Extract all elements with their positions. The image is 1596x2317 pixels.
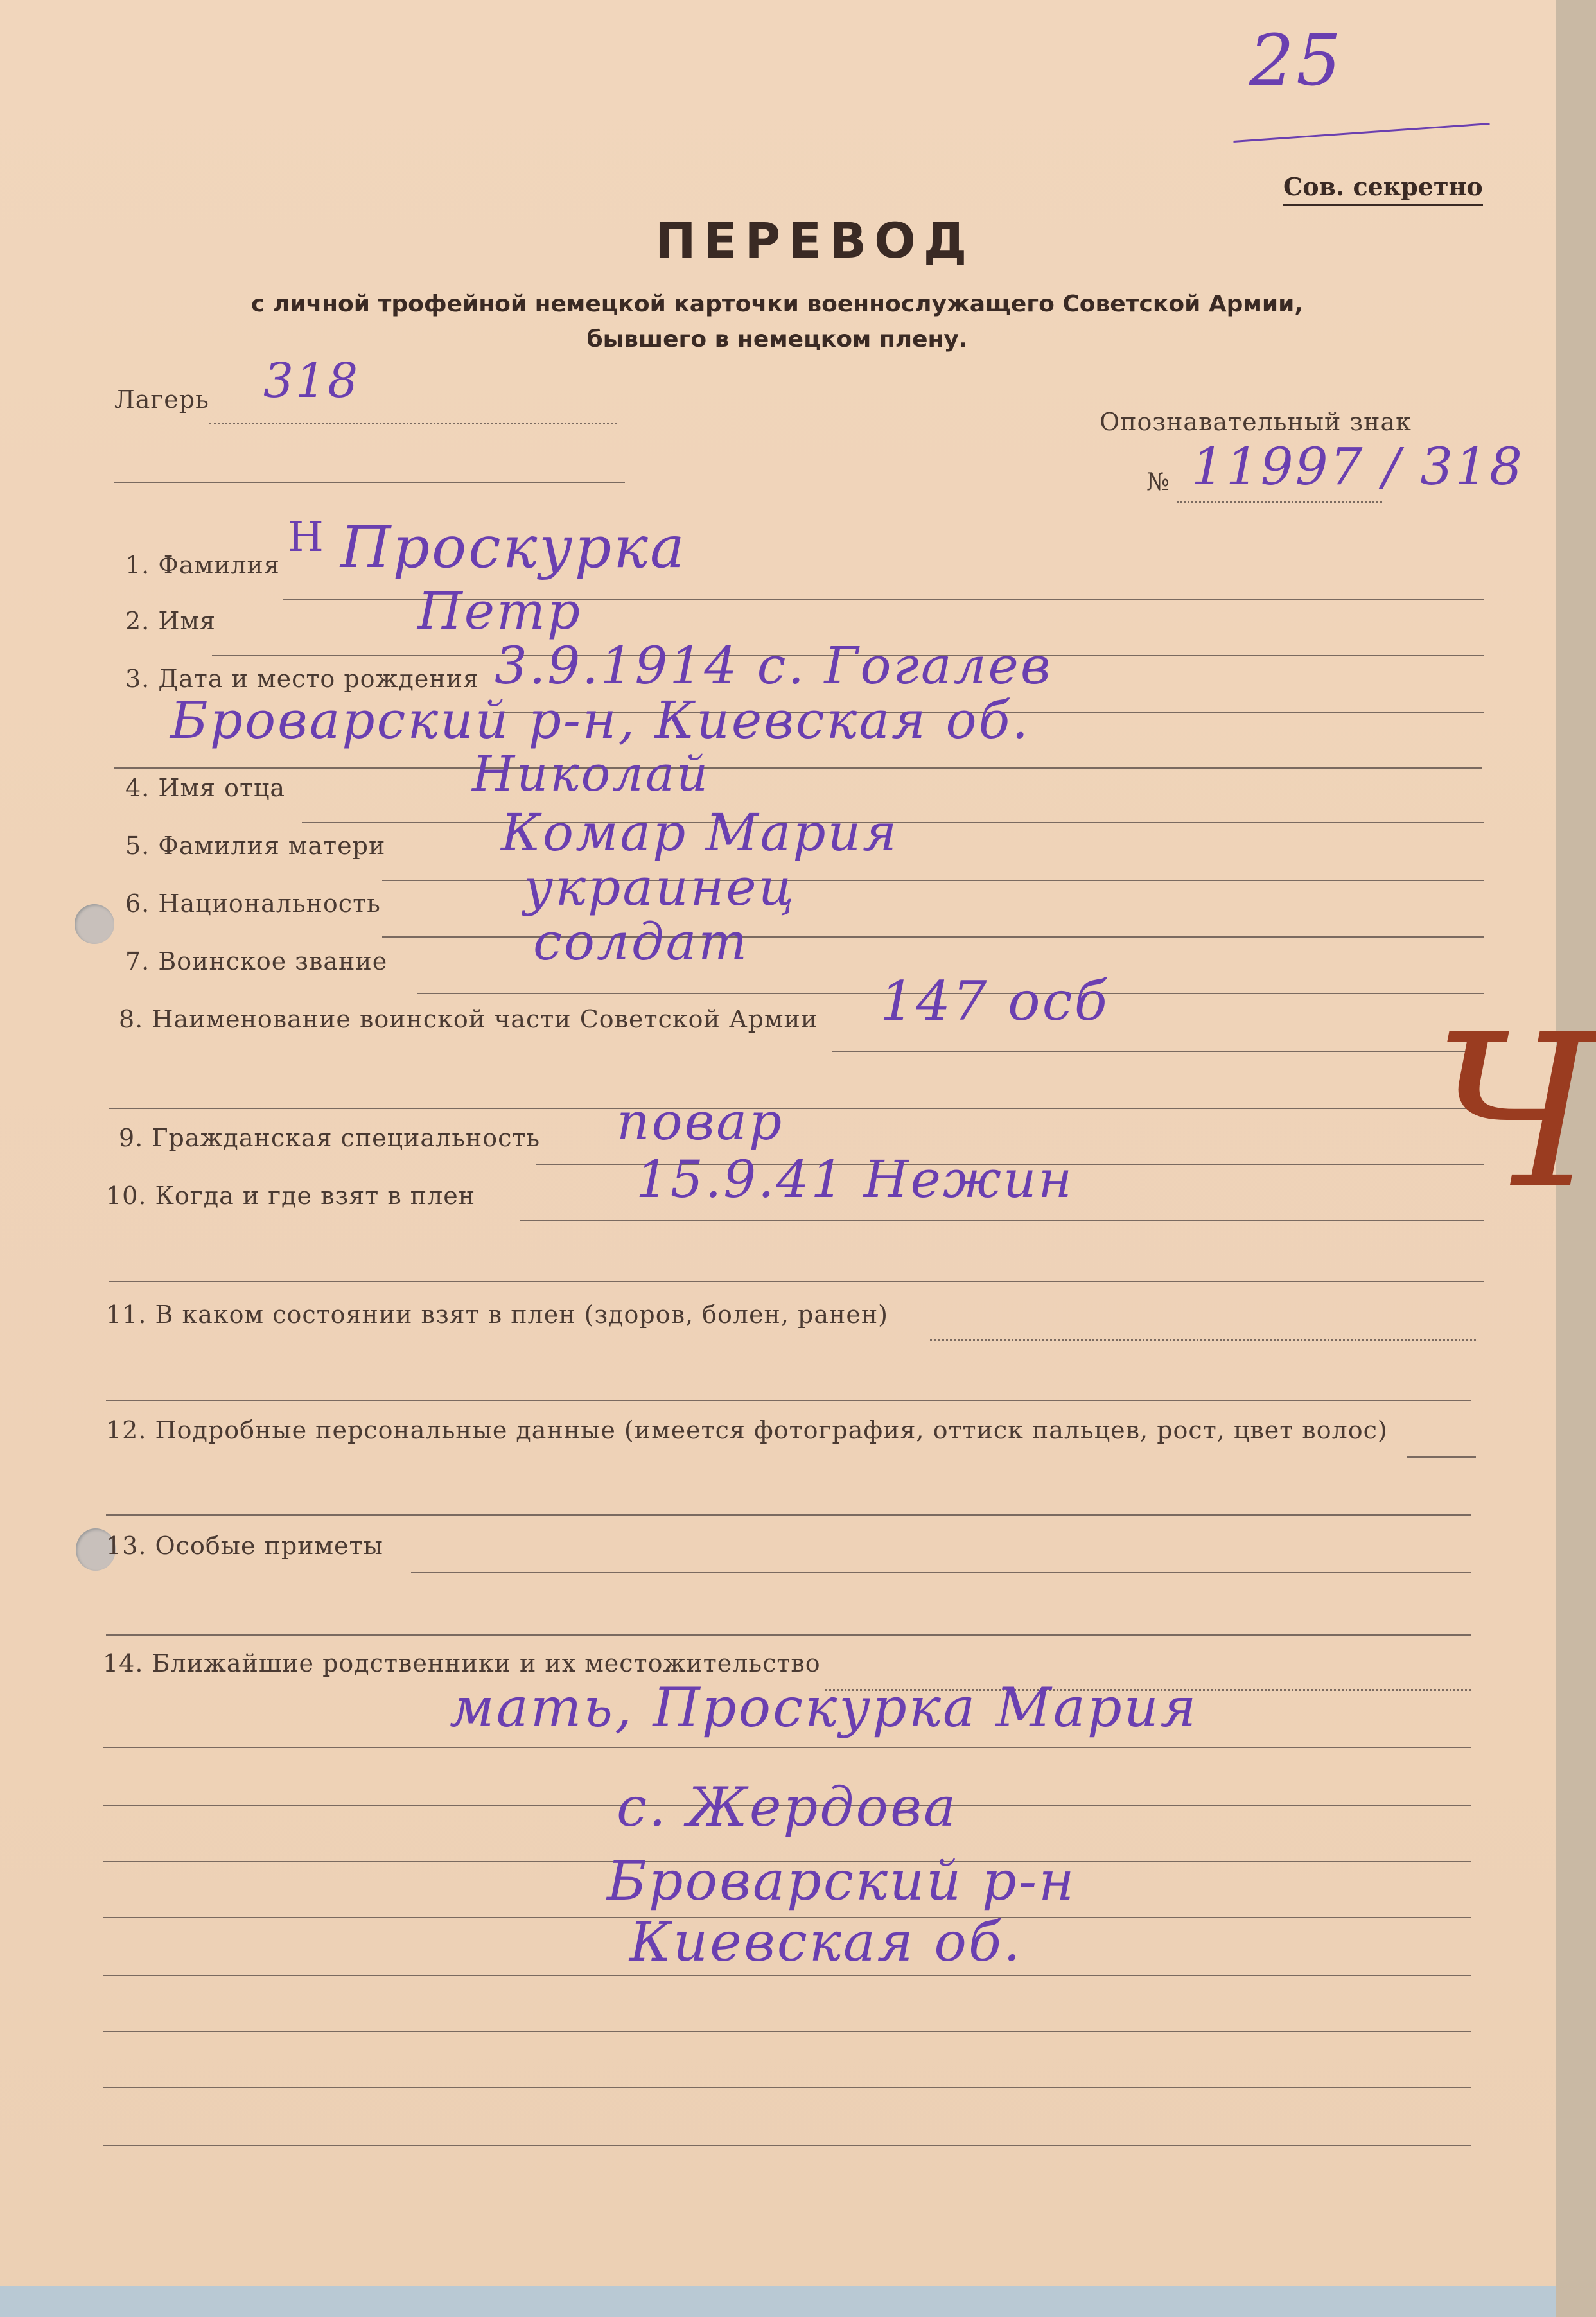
field-condition-label: 11. В каком состоянии взят в плен (здоров, болен, ранен) [106,1300,888,1329]
field-personal-line-2 [106,1514,1471,1516]
field-unit-label: 8. Наименование воинской части Советской Армии [119,1005,818,1033]
field-name-label: 2. Имя [125,607,216,635]
field-unit-line-2 [109,1108,1484,1109]
field-captured-line-2 [109,1281,1484,1282]
field-relatives-label: 14. Ближайшие родственники и их местожительство [103,1649,821,1677]
field-condition-line-2 [106,1400,1471,1401]
field-birth-value: 3.9.1914 с. Гогалев [495,636,1053,695]
classification-label: Сов. секретно [1283,172,1483,206]
field-profession-value: повар [617,1092,784,1151]
field-mother-value: Комар Мария [501,803,899,862]
field-captured-value: 15.9.41 Нежин [636,1150,1074,1209]
camp-label: Лагерь [114,385,209,414]
punch-hole-top [75,904,114,944]
field-nationality-label: 6. Национальность [125,889,381,918]
field-relatives-line1: мать, Проскурка Мария [450,1676,1198,1739]
field-features-line-2 [106,1634,1471,1636]
field-mother-label: 5. Фамилия матери [125,832,386,860]
field-features-line [411,1572,1471,1573]
field-features-label: 13. Особые приметы [106,1532,383,1560]
camp-line [209,423,617,424]
id-tag-label: Опознавательный знак [1100,408,1412,436]
field-relatives-rule-8 [103,2145,1471,2146]
field-relatives-line3: Броварский р-н [607,1849,1076,1912]
field-personal-label: 12. Подробные персональные данные (имеется фотография, оттиск пальцев, рост, цвет волос) [106,1416,1388,1444]
document-subtitle-2: бывшего в немецком плену. [586,326,968,353]
field-relatives-rule-7 [103,2087,1471,2088]
camp-value: 318 [263,353,360,408]
field-surname-prefix: Н [288,514,326,561]
id-tag-number-prefix: № [1146,468,1170,496]
camp-line-2 [114,482,625,483]
field-rank-value: солдат [533,912,750,972]
field-unit-line [832,1051,1484,1052]
field-father-value: Николай [472,745,710,802]
field-name-value: Петр [417,581,583,641]
field-birth-label: 3. Дата и место рождения [125,665,480,693]
document-subtitle-1: с личной трофейной немецкой карточки военнослужащего Советской Армии, [250,291,1304,317]
scan-edge [0,2286,1556,2317]
field-surname-label: 1. Фамилия [125,551,280,579]
field-rank-label: 7. Воинское звание [125,947,388,975]
field-relatives-rule-6 [103,2031,1471,2032]
field-profession-label: 9. Гражданская специальность [119,1124,541,1152]
margin-mark: Ч [1432,989,1596,1236]
stamp-underline [1233,123,1489,143]
stamp-number: 25 [1249,19,1343,101]
field-nationality-value: украинец [523,857,796,917]
field-birth-value-2: Броварский р-н, Киевская об. [170,690,1030,750]
field-condition-line [930,1339,1476,1341]
field-relatives-rule-5 [103,1975,1471,1976]
field-birth-line-2 [114,767,1482,769]
field-unit-value: 147 осб [880,970,1109,1033]
document-title: ПЕРЕВОД [655,212,975,269]
field-surname-value: Проскурка [340,514,687,581]
id-tag-value: 11997 / 318 [1191,437,1524,496]
field-relatives-line2: с. Жердова [617,1776,958,1839]
field-captured-line [520,1220,1484,1221]
field-relatives-line4: Киевская об. [629,1910,1022,1973]
field-relatives-rule-1 [103,1747,1471,1748]
id-tag-line [1177,501,1382,503]
field-personal-line [1407,1456,1476,1458]
field-captured-label: 10. Когда и где взят в плен [106,1182,476,1210]
field-father-label: 4. Имя отца [125,774,286,802]
